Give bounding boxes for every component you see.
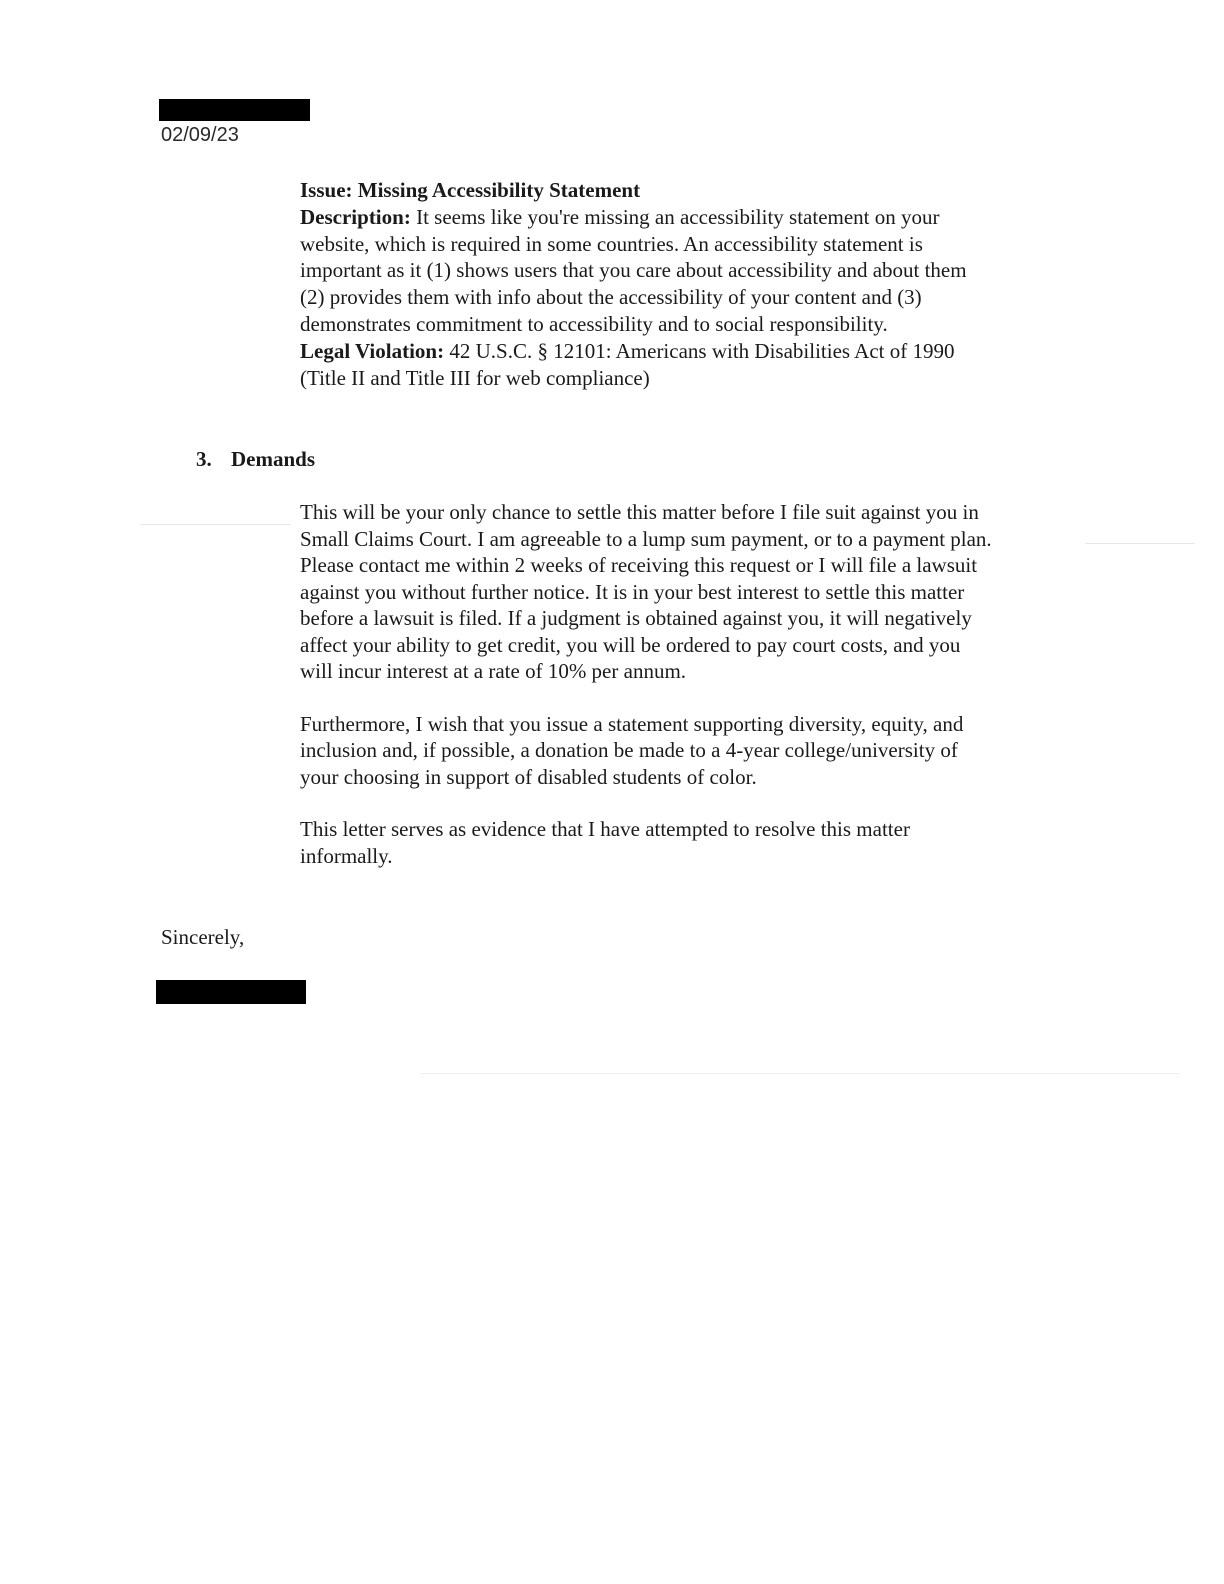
- scan-artifact: [140, 524, 290, 525]
- demands-body: [300, 499, 1070, 895]
- description-line: important as it (1) shows users that you care about accessibility and about them: [300, 258, 967, 283]
- description-line: It seems like you're missing an accessibility statement on your: [410, 204, 940, 229]
- paragraph-line: before a lawsuit is filed. If a judgment is obtained against you, it will negatively: [300, 606, 972, 630]
- closing-salutation: Sincerely,: [161, 925, 245, 949]
- paragraph-line: Small Claims Court. I am agreeable to a lump sum payment, or to a payment plan.: [300, 526, 992, 551]
- description-line: website, which is required in some countries. An accessibility statement is: [300, 231, 923, 256]
- paragraph-line: affect your ability to get credit, you will be ordered to pay court costs, and you: [300, 632, 961, 657]
- paragraph-line: This will be your only chance to settle this matter before I file suit against you in: [300, 500, 979, 524]
- paragraph-line: your choosing in support of disabled students of color.: [300, 764, 757, 789]
- paragraph-line: Please contact me within 2 weeks of receiving this request or I will file a lawsuit: [300, 553, 978, 577]
- description-line: (2) provides them with info about the accessibility of your content and (3): [300, 285, 922, 310]
- issue-description: [300, 204, 1070, 338]
- section-heading-demands: [196, 446, 315, 473]
- section-title: Demands: [231, 447, 316, 471]
- demands-paragraph-settlement: [300, 499, 1070, 685]
- demands-paragraph-dei: [300, 711, 1070, 791]
- description-label: Description:: [300, 204, 411, 229]
- legal-violation: [300, 338, 1070, 392]
- scan-artifact: [420, 1073, 1180, 1074]
- redaction-bar-signature: [156, 980, 306, 1004]
- legal-line: (Title II and Title III for web compliance): [300, 365, 650, 390]
- issue-title: Issue: Missing Accessibility Statement: [300, 178, 641, 202]
- paragraph-line: against you without further notice. It is in your best interest to settle this matter: [300, 579, 965, 604]
- description-line: demonstrates commitment to accessibility and to social responsibility.: [300, 311, 888, 336]
- paragraph-line: inclusion and, if possible, a donation be made to a 4-year college/university of: [300, 738, 958, 762]
- legal-line: 42 U.S.C. § 12101: Americans with Disabilities Act of 1990: [444, 338, 955, 363]
- legal-violation-label: Legal Violation:: [300, 338, 445, 363]
- issue-block: [300, 177, 1070, 391]
- paragraph-line: will incur interest at a rate of 10% per annum.: [300, 659, 687, 683]
- section-number: 3.: [196, 447, 212, 471]
- paragraph-line: informally.: [300, 843, 393, 868]
- paragraph-line: This letter serves as evidence that I have attempted to resolve this matter: [300, 817, 910, 841]
- letter-date: 02/09/23: [161, 124, 239, 146]
- scan-artifact: [1085, 543, 1195, 544]
- demands-paragraph-evidence: [300, 816, 1070, 869]
- paragraph-line: Furthermore, I wish that you issue a statement supporting diversity, equity, and: [300, 711, 964, 736]
- redaction-bar-sender: [159, 99, 310, 121]
